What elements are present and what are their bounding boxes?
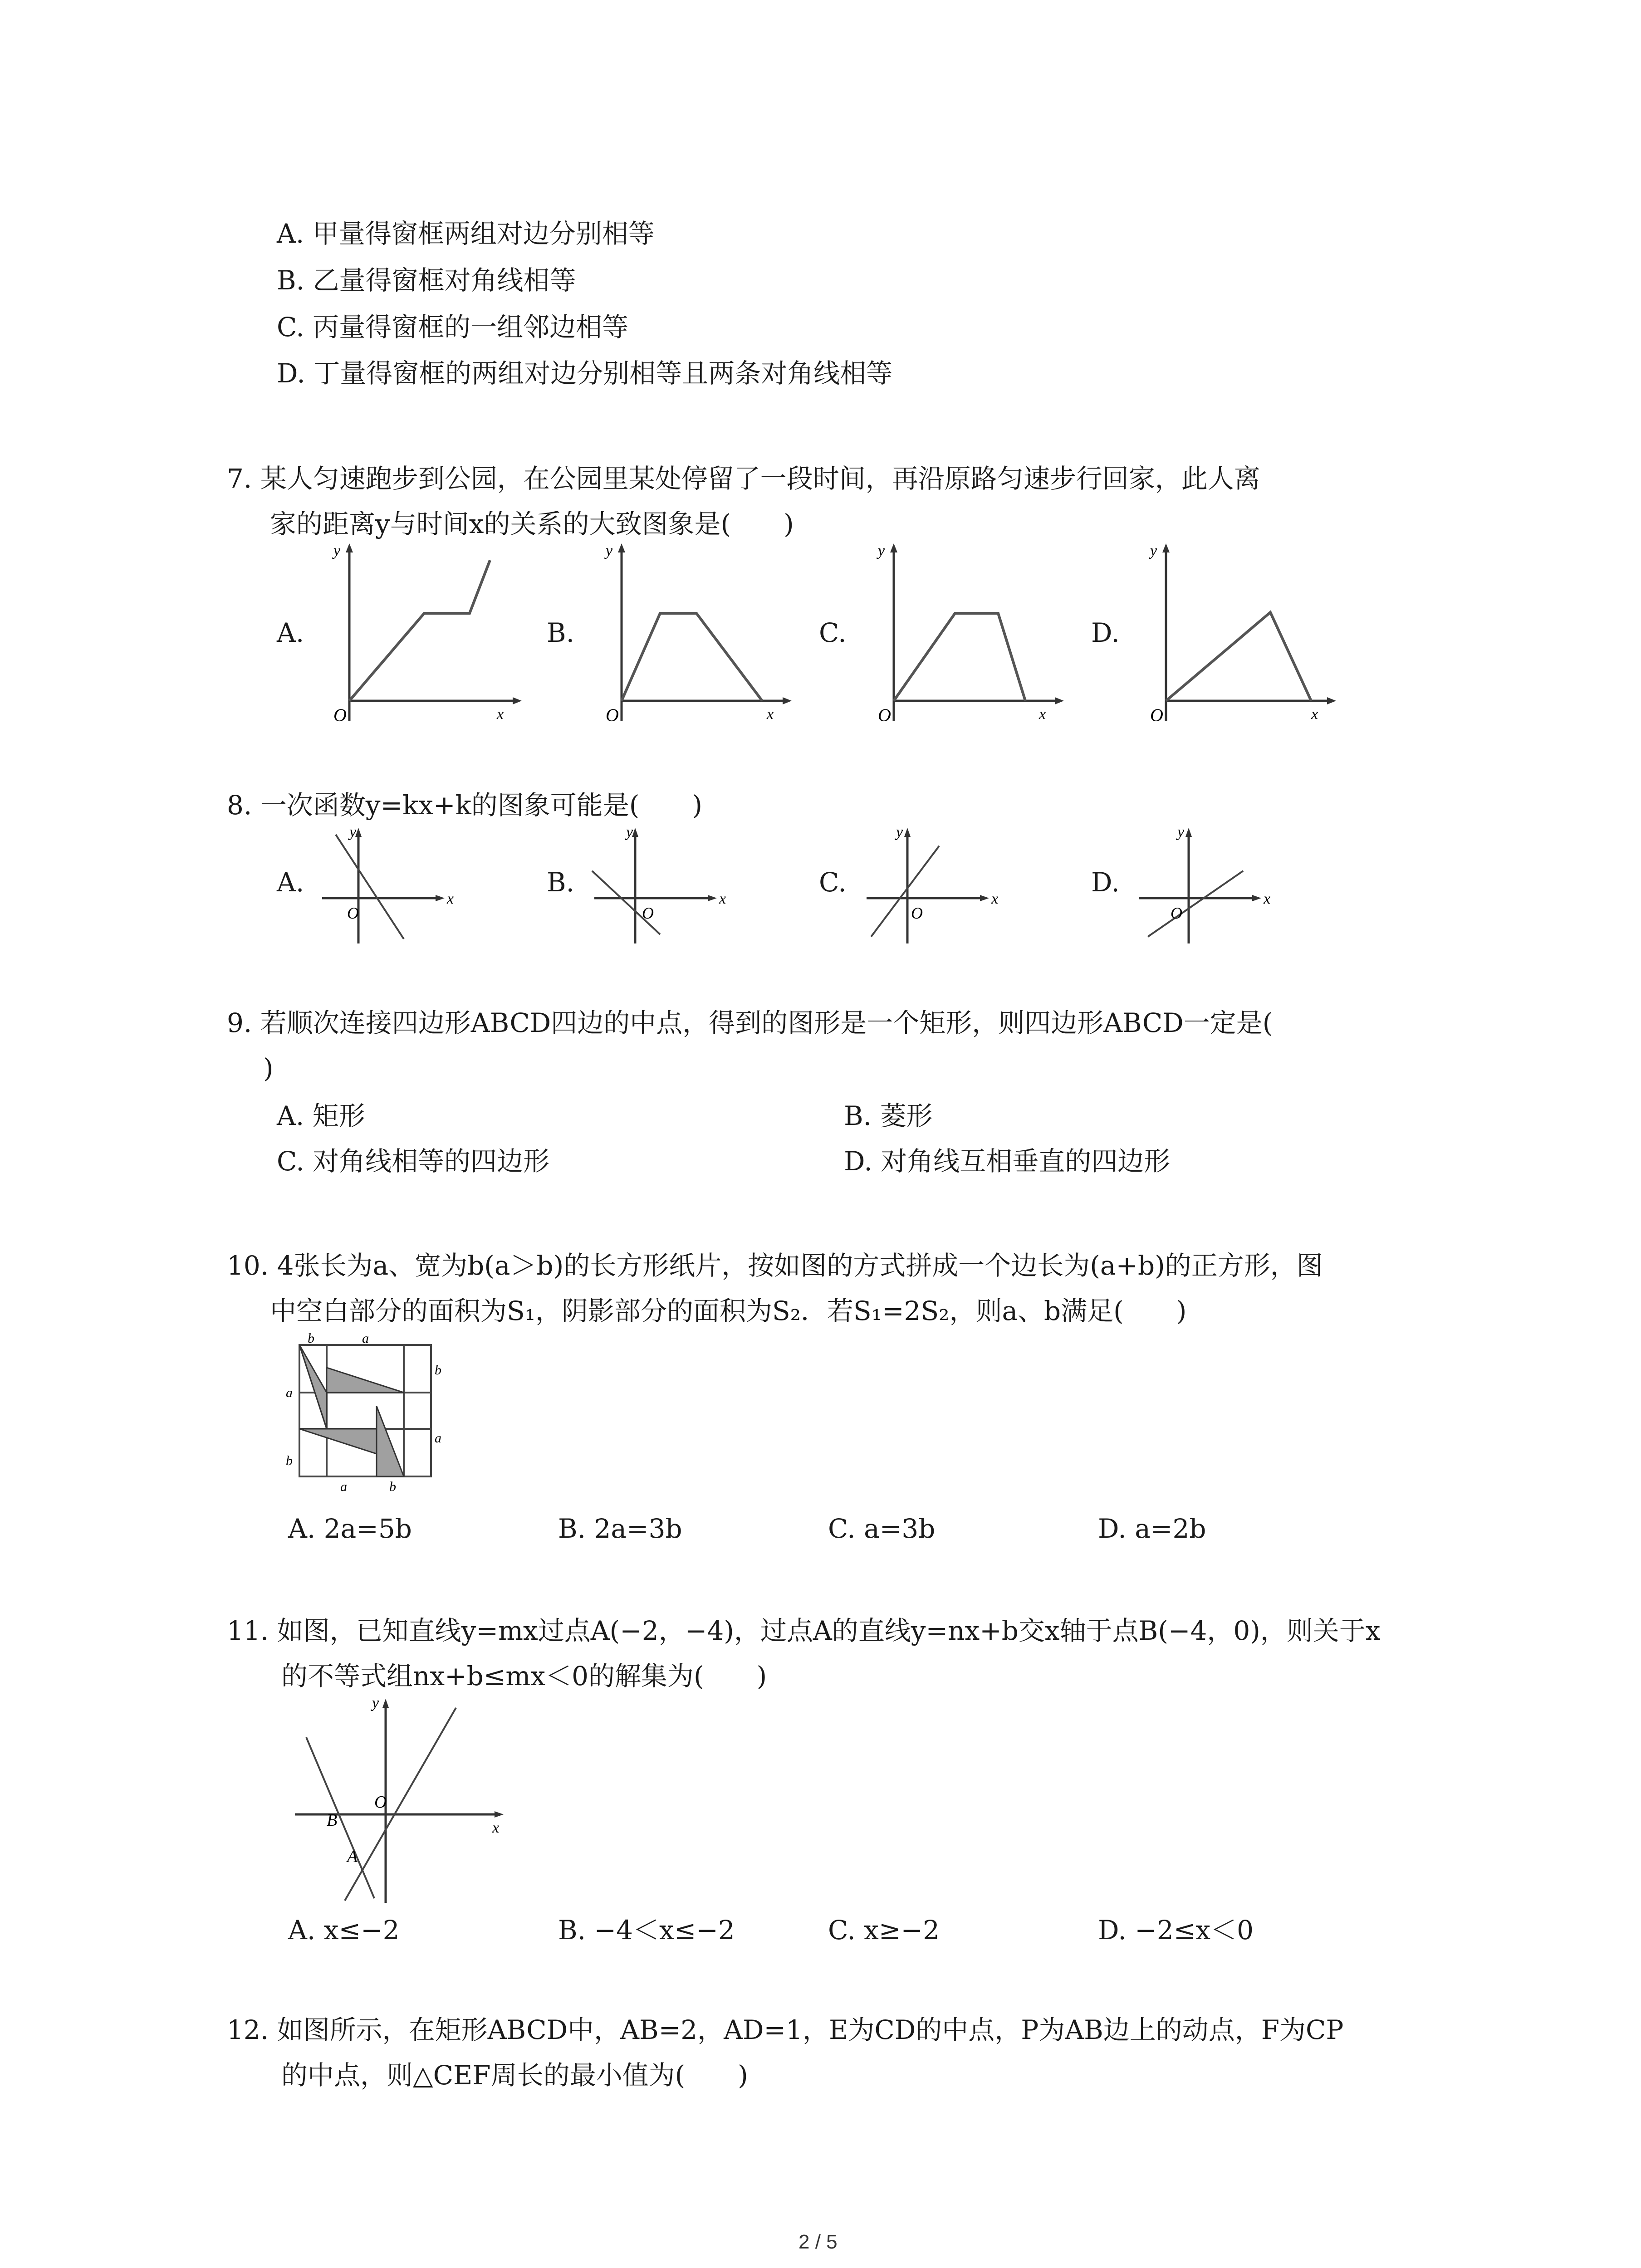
q8-graph-b xyxy=(585,821,735,953)
q10-left-a: a xyxy=(286,1385,293,1400)
q9-stem-line2: ) xyxy=(263,1053,274,1084)
q11-y-label: y xyxy=(372,1695,379,1711)
q8-label-c: C. xyxy=(819,867,847,898)
q7b-origin-label: O xyxy=(606,705,619,725)
q10-left-b: b xyxy=(286,1453,293,1468)
q10-figure xyxy=(272,1331,445,1504)
q7-stem-line1: 7. 某人匀速跑步到公园，在公园里某处停留了一段时间，再沿原路匀速步行回家，此人离 xyxy=(227,463,1260,494)
q11-point-b-label: B xyxy=(327,1811,338,1830)
q6-option-a: A. 甲量得窗框两组对边分别相等 xyxy=(277,218,655,249)
q10-bottom-a: a xyxy=(340,1479,347,1494)
q10-right-b: b xyxy=(435,1363,441,1378)
q7c-x-label: x xyxy=(1039,706,1046,723)
q7-label-a: A. xyxy=(277,617,304,648)
q10-top-a: a xyxy=(362,1331,369,1346)
q7d-y-label: y xyxy=(1150,543,1157,559)
q8a-origin-label: O xyxy=(347,904,359,922)
q6-option-d: D. 丁量得窗框的两组对边分别相等且两条对角线相等 xyxy=(277,358,893,389)
q8a-y-label: y xyxy=(349,824,357,841)
q7-label-d: D. xyxy=(1091,617,1120,648)
q7a-origin-label: O xyxy=(333,705,347,725)
q8-stem: 8. 一次函数y=kx+k的图象可能是( ) xyxy=(227,790,702,821)
q9-option-d: D. 对角线互相垂直的四边形 xyxy=(844,1146,1171,1177)
q8-graph-c xyxy=(857,821,1007,953)
q8d-x-label: x xyxy=(1264,890,1271,907)
q8b-y-label: y xyxy=(626,824,633,841)
q7b-x-label: x xyxy=(767,706,774,723)
q8c-y-label: y xyxy=(896,824,903,841)
q7a-x-label: x xyxy=(497,706,504,723)
page-number: 2 / 5 xyxy=(798,2231,838,2253)
q10-option-a: A. 2a=5b xyxy=(288,1513,412,1544)
q11-origin-label: O xyxy=(374,1793,387,1812)
q9-stem-line1: 9. 若顺次连接四边形ABCD四边的中点，得到的图形是一个矩形，则四边形ABCD一定是( xyxy=(227,1007,1273,1038)
q10-option-d: D. a=2b xyxy=(1098,1513,1206,1544)
q7-stem-line2: 家的距离y与时间x的关系的大致图象是( ) xyxy=(270,508,794,539)
q10-option-c: C. a=3b xyxy=(828,1513,936,1544)
q8-graph-a xyxy=(313,821,463,953)
q11-stem-line1: 11. 如图，已知直线y=mx过点A(−2，−4)，过点A的直线y=nx+b交x轴于点B(−4，0)，则关于x xyxy=(227,1615,1381,1646)
q11-figure xyxy=(286,1694,522,1912)
q7-graph-b xyxy=(581,540,798,735)
q11-option-d: D. −2≤x＜0 xyxy=(1098,1915,1254,1945)
q10-option-b: B. 2a=3b xyxy=(558,1513,682,1544)
q7d-x-label: x xyxy=(1311,706,1318,723)
q11-option-a: A. x≤−2 xyxy=(288,1915,400,1945)
q8b-x-label: x xyxy=(719,890,726,907)
q10-stem-line1: 10. 4张长为a、宽为b(a＞b)的长方形纸片，按如图的方式拼成一个边长为(a+b)的正方形，图 xyxy=(227,1250,1323,1281)
q11-point-a-label: A xyxy=(347,1847,358,1866)
q8-label-d: D. xyxy=(1091,867,1120,898)
q8-label-b: B. xyxy=(547,867,575,898)
q8c-x-label: x xyxy=(991,890,999,907)
q7a-y-label: y xyxy=(333,543,341,559)
q8-graph-d xyxy=(1130,821,1279,953)
q7c-y-label: y xyxy=(878,543,885,559)
q7d-origin-label: O xyxy=(1150,705,1163,725)
q7-graph-a xyxy=(309,540,526,735)
q7-graph-d xyxy=(1125,540,1343,735)
q11-option-b: B. −4＜x≤−2 xyxy=(558,1915,735,1945)
q11-stem-line2: 的不等式组nx+b≤mx＜0的解集为( ) xyxy=(281,1661,767,1691)
q6-option-c: C. 丙量得窗框的一组邻边相等 xyxy=(277,312,629,342)
q10-right-a: a xyxy=(435,1431,441,1446)
q8b-origin-label: O xyxy=(642,904,654,922)
q8d-y-label: y xyxy=(1177,824,1185,841)
q9-option-a: A. 矩形 xyxy=(277,1100,365,1131)
q6-option-b: B. 乙量得窗框对角线相等 xyxy=(277,265,576,296)
q11-option-c: C. x≥−2 xyxy=(828,1915,940,1945)
q10-top-b: b xyxy=(308,1331,314,1346)
q7c-origin-label: O xyxy=(878,705,891,725)
q8-label-a: A. xyxy=(277,867,304,898)
q7-label-c: C. xyxy=(819,617,847,648)
q9-option-b: B. 菱形 xyxy=(844,1100,933,1131)
q8a-x-label: x xyxy=(447,890,454,907)
q10-bottom-b: b xyxy=(389,1479,396,1494)
q12-stem-line1: 12. 如图所示，在矩形ABCD中，AB=2，AD=1，E为CD的中点，P为AB边上的动点，F为CP xyxy=(227,2014,1344,2045)
q8c-origin-label: O xyxy=(911,904,923,922)
q12-stem-line2: 的中点，则△CEF周长的最小值为( ) xyxy=(281,2060,748,2091)
q9-option-c: C. 对角线相等的四边形 xyxy=(277,1146,550,1177)
q7-graph-c xyxy=(853,540,1071,735)
q11-x-label: x xyxy=(492,1819,500,1836)
q7b-y-label: y xyxy=(606,543,613,559)
q7-label-b: B. xyxy=(547,617,575,648)
q8d-origin-label: O xyxy=(1171,904,1182,922)
q10-stem-line2: 中空白部分的面积为S₁，阴影部分的面积为S₂．若S₁=2S₂，则a、b满足( ) xyxy=(270,1295,1187,1326)
